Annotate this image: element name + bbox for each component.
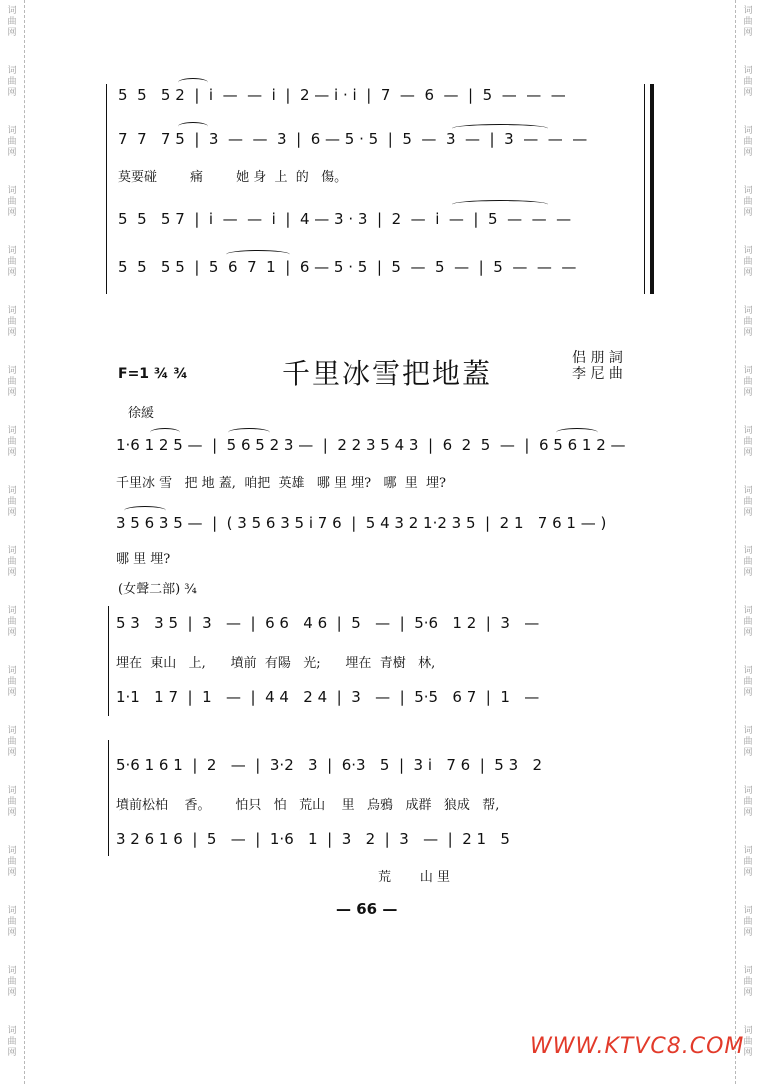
side-watermark-mark: 词 曲 网 [743, 726, 753, 758]
lyric-line-1: 千里冰 雪 把 地 蓋, 咱把 英雄 哪 里 埋? 哪 里 埋? [116, 476, 446, 491]
slur-mark [124, 506, 166, 515]
system2-lyric: 墳前松柏 香。 怕只 怕 荒山 里 烏鴉 成群 狼成 帮, [116, 798, 500, 813]
side-watermark-mark: 词 曲 网 [743, 486, 753, 518]
system-bar [108, 740, 109, 856]
side-watermark-mark: 词 曲 网 [7, 966, 17, 998]
system1-upper: 5 3 3 5 | 3 — | 6 6 4 6 | 5 — | 5·6 1 2 | 3 — [116, 614, 540, 632]
side-watermark-mark: 词 曲 网 [743, 366, 753, 398]
side-watermark-mark: 词 曲 网 [7, 246, 17, 278]
slur-mark [178, 78, 208, 87]
system2-under-lyric: 荒 山 里 [378, 870, 451, 885]
site-watermark: WWW.KTVC8.COM [530, 1034, 745, 1059]
slur-mark [228, 428, 270, 437]
slur-mark [452, 200, 548, 209]
system2-lower: 3 2 6 1 6 | 5 — | 1·6 1 | 3 2 | 3 — | 2 1 5 [116, 830, 510, 848]
side-watermark-mark: 词 曲 网 [7, 306, 17, 338]
song-credits: 侣 朋 詞 李 尼 曲 [572, 350, 623, 382]
side-watermark-mark: 词 曲 网 [7, 486, 17, 518]
top-staff-lyric: 莫要碰 痛 她 身 上 的 傷。 [118, 170, 348, 185]
side-watermark-mark: 词 曲 网 [743, 906, 753, 938]
side-watermark-mark: 词 曲 网 [7, 546, 17, 578]
top-staff-row-2: 7 7 7 5 | 3 — — 3 | 6 — 5 · 5 | 5 — 3 — | 3 — — — [118, 130, 588, 148]
part-label: (女聲二部) ¾ [118, 582, 197, 597]
slur-mark [178, 122, 208, 131]
top-staff-row-4: 5 5 5 5 | 5 6 7 1 | 6 — 5 · 5 | 5 — 5 — | 5 — — — [118, 258, 577, 276]
side-watermark-mark: 词 曲 网 [743, 846, 753, 878]
side-watermark-mark: 词 曲 网 [7, 906, 17, 938]
system-bar [108, 606, 109, 716]
side-watermark-mark: 词 曲 网 [743, 126, 753, 158]
slur-mark [556, 428, 598, 437]
side-watermark-mark: 词 曲 网 [743, 966, 753, 998]
side-watermark-mark: 词 曲 网 [7, 66, 17, 98]
side-watermark-mark: 词 曲 网 [7, 606, 17, 638]
side-watermark-mark: 词 曲 网 [743, 66, 753, 98]
side-watermark-mark: 词 曲 网 [7, 426, 17, 458]
side-watermark-mark: 词 曲 网 [7, 366, 17, 398]
tempo-marking: 徐緩 [128, 406, 155, 421]
slur-mark [452, 124, 548, 133]
side-watermark-mark: 词 曲 网 [7, 1026, 17, 1058]
side-watermark-mark: 词 曲 网 [743, 426, 753, 458]
side-watermark-mark: 词 曲 网 [7, 786, 17, 818]
melody-line-1: 1·6 1 2 5 — | 5 6 5 2 3 — | 2 2 3 5 4 3 | 6 2 5 — | 6 5 6 1 2 — [116, 436, 626, 454]
side-watermark-mark: 词 曲 网 [743, 606, 753, 638]
final-barline [650, 84, 654, 294]
system-bar [106, 84, 107, 294]
lyric-line-2: 哪 里 埋? [116, 552, 171, 567]
side-watermark-mark: 词 曲 网 [743, 1026, 753, 1058]
system1-lyric: 埋在 東山 上, 墳前 有陽 光; 埋在 青樹 林, [116, 656, 436, 671]
side-watermark-mark: 词 曲 网 [743, 306, 753, 338]
page-number: — 66 — [336, 900, 398, 918]
side-watermark-mark: 词 曲 网 [743, 6, 753, 38]
side-watermark-mark: 词 曲 网 [743, 186, 753, 218]
side-watermark-mark: 词 曲 网 [7, 186, 17, 218]
melody-line-2: 3 5 6 3 5 — | ( 3 5 6 3 5 i 7 6 | 5 4 3 2 1·2 3 5 | 2 1 7 6 1 — ) [116, 514, 607, 532]
side-watermark-mark: 词 曲 网 [7, 846, 17, 878]
top-staff-row-3: 5 5 5 7 | i — — i | 4 — 3 · 3 | 2 — i — | 5 — — — [118, 210, 572, 228]
side-watermark-mark: 词 曲 网 [743, 666, 753, 698]
side-watermark-mark: 词 曲 网 [743, 786, 753, 818]
top-staff-row-1: 5 5 5 2 | i — — i | 2 — i · i | 7 — 6 — | 5 — — — [118, 86, 566, 104]
side-watermark-mark: 词 曲 网 [743, 546, 753, 578]
slur-mark [150, 428, 180, 437]
song-title: 千里冰雪把地蓋 [282, 357, 493, 390]
side-watermark-mark: 词 曲 网 [7, 666, 17, 698]
side-watermark-mark: 词 曲 网 [743, 246, 753, 278]
side-watermark-mark: 词 曲 网 [7, 6, 17, 38]
key-signature: F=1 ¾ ¾ [118, 366, 188, 382]
slur-mark [226, 250, 290, 259]
system1-lower: 1·1 1 7 | 1 — | 4 4 2 4 | 3 — | 5·5 6 7 | 1 — [116, 688, 540, 706]
final-barline-thin [644, 84, 645, 294]
system2-upper: 5·6 1 6 1 | 2 — | 3·2 3 | 6·3 5 | 3 i 7 6 | 5 3 2 [116, 756, 543, 774]
side-watermark-mark: 词 曲 网 [7, 726, 17, 758]
side-watermark-mark: 词 曲 网 [7, 126, 17, 158]
